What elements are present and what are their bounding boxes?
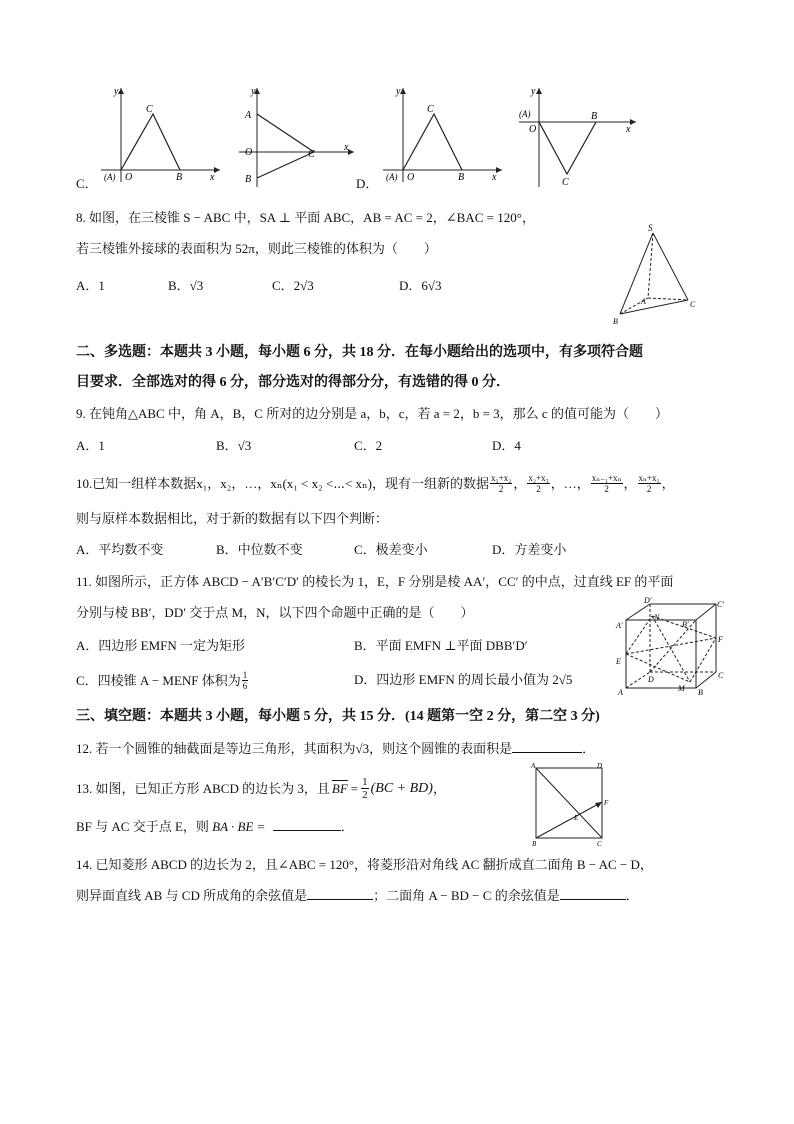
fig-label: B <box>532 840 537 846</box>
fig-label: C′ <box>717 600 725 609</box>
graph-label: y <box>396 86 401 97</box>
fig-label: C <box>718 671 724 680</box>
q11-option-c-fraction: 1 6 <box>242 670 248 691</box>
q9-stem: 9. 在钝角△ABC 中，角 A，B，C 所对的边分别是 a，b，c，若 a = 2，b = 3，那么 c 的值可能为（ ） <box>76 406 668 421</box>
fig-label: S <box>648 223 653 233</box>
graph-label: y <box>251 86 256 97</box>
graph-label: B <box>591 111 598 122</box>
q12-stem: 12. 若一个圆锥的轴截面是等边三角形，其面积为√3，则这个圆锥的表面积是 ． <box>76 741 596 756</box>
fig-label: A <box>531 762 536 770</box>
fig-label: A <box>618 688 623 697</box>
q10-fraction-2: x₂+x₃ 2 <box>528 473 549 494</box>
q7-graph-c-left <box>96 84 226 184</box>
q11-option-d: D．四边形 EMFN 的周长最小值为 2√5 <box>354 672 573 687</box>
q14-answer-blank-2[interactable] <box>560 887 626 900</box>
q13-stem-line1: 13. 如图，已知正方形 ABCD 的边长为 3，且 $\overline{BF}$ = $\frac{1}{2}$ (BC + BD) ， <box>76 776 446 801</box>
graph-label: O <box>529 124 537 135</box>
q11-option-a: A．四边形 EMFN 一定为矩形 <box>76 638 246 653</box>
q10-stem-line2: 则与原样本数据相比，对于新的数据有以下四个判断： <box>76 511 389 526</box>
q10-fraction-3: xₙ₋₁+xₙ 2 <box>591 473 622 494</box>
fig-label: N <box>654 613 660 622</box>
q8-option-b: B．√3 <box>168 278 204 293</box>
q10-option-d: D．方差变小 <box>492 542 567 557</box>
q11-stem-line1: 11. 如图所示，正方体 ABCD − A′B′C′D′ 的棱长为 1，E，F 分别是棱 AA′，CC′ 的中点，过直线 EF 的平面 <box>76 574 674 589</box>
q13-dot-expression: BA · BE = <box>212 819 266 834</box>
fig-label: E <box>574 814 579 822</box>
graph-label: O <box>125 172 133 183</box>
fig-label: F <box>604 799 609 807</box>
q13-answer-blank[interactable] <box>273 818 341 831</box>
graph-label: (A) <box>104 172 116 182</box>
q8-stem-line1: 8. 如图，在三棱锥 S − ABC 中，SA ⊥ 平面 ABC，AB = AC = 2，∠BAC = 120°， <box>76 210 535 225</box>
q8-pyramid-figure <box>608 220 708 328</box>
fig-label: A <box>641 297 646 306</box>
fig-label: D <box>597 762 603 770</box>
graph-label: x <box>344 142 349 153</box>
q13-square-figure <box>528 760 614 846</box>
fig-label: B <box>698 688 703 697</box>
q9-option-a: A．1 <box>76 438 105 453</box>
q11-stem-line2: 分别与棱 BB′，DD′ 交于点 M，N，以下四个命题中正确的是（ ） <box>76 605 474 620</box>
graph-label: (A) <box>519 109 531 119</box>
q10-stem-line1: 10.已知一组样本数据x₁，x₂，…，xₙ(x₁ < x₂ <⋯< xₙ)，现有一组新的数据 x₁+x₂ 2 ， x₂+x₃ 2 ，…， xₙ₋₁+xₙ 2 ， xₙ+x₁ 2 ， <box>76 473 675 494</box>
q14-stem-line2: 则异面直线 AB 与 CD 所成角的余弦值是 ；二面角 A − BD − C 的余弦值是 ． <box>76 888 639 903</box>
graph-label: O <box>407 172 415 183</box>
q13-vector-sum: (BC + BD) <box>370 780 433 796</box>
graph-label: B <box>245 174 252 185</box>
fig-label: C <box>597 840 602 846</box>
fig-label: A′ <box>616 621 623 630</box>
q7-option-d-label: D． <box>356 176 379 191</box>
graph-label: C <box>146 104 153 115</box>
graph-label: C <box>562 177 569 188</box>
q10-fraction-4: xₙ+x₁ 2 <box>638 473 660 494</box>
q13-half-fraction: $\frac{1}{2}$ <box>362 776 368 801</box>
q10-fraction-1: x₁+x₂ 2 <box>490 473 512 494</box>
q10-option-a: A．平均数不变 <box>76 542 164 557</box>
section2-heading-line1: 二、多选题：本题共 3 小题，每小题 6 分，共 18 分．在每小题给出的选项中，有多项符合题 <box>76 345 643 360</box>
fig-label: F <box>718 635 723 644</box>
graph-label: B <box>176 172 183 183</box>
graph-label: x <box>492 172 497 183</box>
q10-stem-text: 10.已知一组样本数据x₁，x₂，…，xₙ(x₁ < x₂ <⋯< xₙ)，现有一组新的数据 <box>76 475 489 491</box>
fig-label: B <box>613 317 618 326</box>
fig-label: D′ <box>644 596 652 605</box>
graph-label: y <box>531 86 536 97</box>
q9-option-d: D．4 <box>492 438 521 453</box>
q11-cube-figure <box>612 594 732 698</box>
graph-label: x <box>210 172 215 183</box>
graph-label: y <box>114 86 119 97</box>
q9-option-c: C．2 <box>354 438 383 453</box>
graph-label: A <box>245 110 252 121</box>
graph-label: C <box>308 149 315 160</box>
q10-option-b: B．中位数不变 <box>216 542 303 557</box>
q7-option-c-label: C． <box>76 176 98 191</box>
fig-label: M <box>678 684 685 693</box>
fig-label: B′ <box>682 620 689 629</box>
graph-label: (A) <box>386 172 398 182</box>
q8-stem-line2: 若三棱锥外接球的表面积为 52π，则此三棱锥的体积为（ ） <box>76 241 437 256</box>
q7-graph-d-left <box>378 84 508 184</box>
fig-label: E <box>616 657 621 666</box>
q13-vector-bf: $\overline{BF}$ <box>331 780 348 796</box>
fig-label: C <box>690 300 696 309</box>
q9-option-b: B．√3 <box>216 438 252 453</box>
q7-graph-c-right <box>234 84 358 189</box>
q13-stem-line2: BF 与 AC 交于点 E，则 BA · BE = ． <box>76 819 354 834</box>
q11-option-c: C．四棱锥 A − MENF 体积为 1 6 <box>76 670 248 691</box>
section3-heading: 三、填空题：本题共 3 小题，每小题 5 分，共 15 分．(14 题第一空 2 分，第二空 3 分) <box>76 709 600 724</box>
graph-label: O <box>245 147 253 158</box>
q12-answer-blank[interactable] <box>512 740 582 753</box>
section2-heading-line2: 目要求．全部选对的得 6 分，部分选对的得部分分，有选错的得 0 分． <box>76 375 510 390</box>
q10-option-c: C．极差变小 <box>354 542 428 557</box>
q8-option-a: A．1 <box>76 278 105 293</box>
graph-label: C <box>427 104 434 115</box>
q8-option-c: C．2√3 <box>272 278 314 293</box>
q14-stem-line1: 14. 已知菱形 ABCD 的边长为 2，且∠ABC = 120°，将菱形沿对角线 AC 翻折成直二面角 B − AC − D， <box>76 857 653 872</box>
q14-answer-blank-1[interactable] <box>307 887 373 900</box>
fig-label: D <box>648 675 654 684</box>
q11-option-b: B．平面 EMFN ⊥平面 DBB′D′ <box>354 638 528 653</box>
q8-option-d: D．6√3 <box>399 278 442 293</box>
graph-label: x <box>626 124 631 135</box>
graph-label: B <box>458 172 465 183</box>
q7-graph-d-right <box>514 84 640 189</box>
